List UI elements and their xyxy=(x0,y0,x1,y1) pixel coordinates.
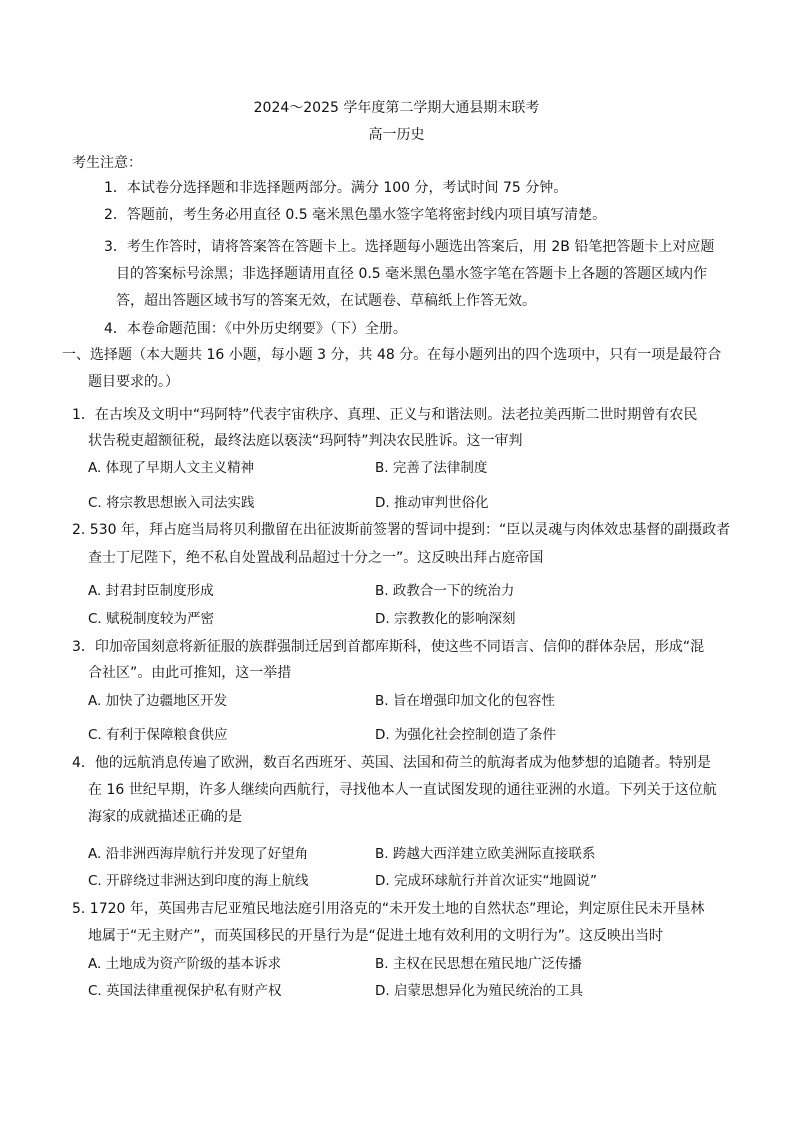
question-stem: 状告税吏超额征税，最终法庭以亵渎“玛阿特”判决农民胜诉。这一审判 xyxy=(88,433,523,449)
notice-item: 1．本试卷分选择题和非选择题两部分。满分 100 分，考试时间 75 分钟。 xyxy=(104,180,568,196)
option-c: C. 有利于保障粮食供应 xyxy=(88,727,228,743)
question-stem: 4．他的远航消息传遍了欧洲，数百名西班牙、英国、法国和荷兰的航海者成为他梦想的追随者。特别是 xyxy=(72,755,711,771)
question-stem: 3．印加帝国刻意将新征服的族群强制迁居到首都库斯科，使这些不同语言、信仰的群体杂居，形成“混 xyxy=(72,639,705,655)
option-a: A. 体现了早期人文主义精神 xyxy=(88,460,255,476)
notice-heading: 考生注意： xyxy=(72,155,142,171)
exam-title: 2024～2025 学年度第二学期大通县期末联考 xyxy=(253,100,540,116)
notice-item: 4．本卷命题范围：《中外历史纲要》（下）全册。 xyxy=(104,321,407,337)
notice-item: 目的答案标号涂黑；非选择题请用直径 0.5 毫米黑色墨水签字笔在答题卡上各题的答题区域内作 xyxy=(116,266,708,282)
option-d: D. 宗教教化的影响深刻 xyxy=(375,611,516,627)
option-c: C. 英国法律重视保护私有财产权 xyxy=(88,983,282,999)
option-b: B. 主权在民思想在殖民地广泛传播 xyxy=(375,956,582,972)
option-c: C. 将宗教思想嵌入司法实践 xyxy=(88,495,255,511)
option-d: D. 推动审判世俗化 xyxy=(375,495,489,511)
option-d: D. 完成环球航行并首次证实“地圆说” xyxy=(375,873,597,889)
question-stem: 5. 1720 年，英国弗吉尼亚殖民地法庭引用洛克的“未开发土地的自然状态”理论，判定原住民未开垦林 xyxy=(72,901,705,917)
subject-title: 高一历史 xyxy=(368,127,425,143)
option-d: D. 启蒙思想异化为殖民统治的工具 xyxy=(375,983,583,999)
option-c: C. 开辟绕过非洲达到印度的海上航线 xyxy=(88,873,309,889)
option-a: A. 封君封臣制度形成 xyxy=(88,583,214,599)
section-heading-cont: 题目要求的。） xyxy=(88,374,179,390)
notice-item: 3．考生作答时，请将答案答在答题卡上。选择题每小题选出答案后，用 2B 铅笔把答题卡上对应题 xyxy=(104,239,715,255)
question-stem: 海家的成就描述正确的是 xyxy=(88,809,242,825)
option-b: B. 政教合一下的统治力 xyxy=(375,583,515,599)
option-b: B. 完善了法律制度 xyxy=(375,460,488,476)
section-heading: 一、选择题（本大题共 16 小题，每小题 3 分，共 48 分。在每小题列出的四个选项中，只有一项是最符合 xyxy=(62,347,722,363)
option-b: B. 旨在增强印加文化的包容性 xyxy=(375,693,555,709)
option-b: B. 跨越大西洋建立欧美洲际直接联系 xyxy=(375,846,596,862)
question-stem: 在 16 世纪早期，许多人继续向西航行，寻找他本人一直试图发现的通往亚洲的水道。下列关于这位航 xyxy=(88,782,717,798)
question-stem: 查士丁尼陛下，绝不私自处置战利品超过十分之一”。这反映出拜占庭帝国 xyxy=(88,550,544,566)
option-d: D. 为强化社会控制创造了条件 xyxy=(375,727,556,743)
question-stem: 1．在古埃及文明中“玛阿特”代表宇宙秩序、真理、正义与和谐法则。法老拉美西斯二世时期曾有农民 xyxy=(72,407,698,423)
option-a: A. 沿非洲西海岸航行并发现了好望角 xyxy=(88,846,309,862)
option-a: A. 土地成为资产阶级的基本诉求 xyxy=(88,956,282,972)
question-stem: 合社区”。由此可推知，这一举措 xyxy=(88,665,292,681)
question-stem: 2. 530 年，拜占庭当局将贝利撒留在出征波斯前签署的誓词中提到：“臣以灵魂与肉体效忠基督的副摄政者 xyxy=(72,522,731,538)
notice-item: 2．答题前，考生务必用直径 0.5 毫米黑色墨水签字笔将密封线内项目填写清楚。 xyxy=(104,207,607,223)
question-stem: 地属于“无主财产”，而英国移民的开垦行为是“促进土地有效利用的文明行为”。这反映出当时 xyxy=(88,928,664,944)
option-c: C. 赋税制度较为严密 xyxy=(88,611,215,627)
option-a: A. 加快了边疆地区开发 xyxy=(88,693,228,709)
notice-item: 答，超出答题区域书写的答案无效，在试题卷、草稿纸上作答无效。 xyxy=(116,293,536,309)
